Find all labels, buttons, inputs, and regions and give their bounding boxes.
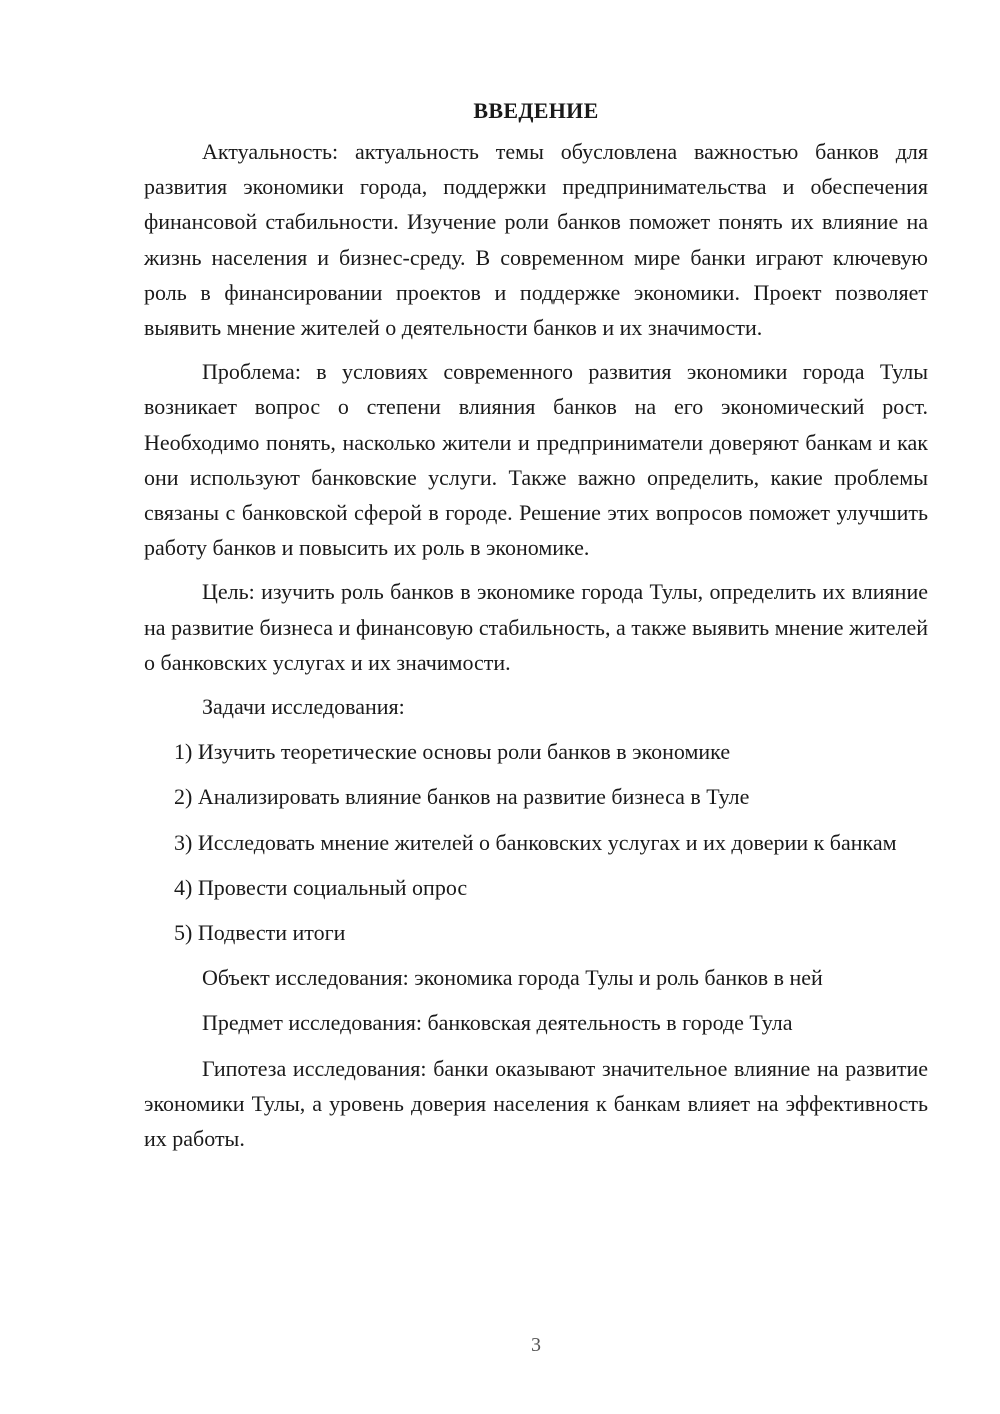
research-subject: Предмет исследования: банковская деятельность в городе Тула xyxy=(202,1010,793,1036)
problem-paragraph: Проблема: в условиях современного развития экономики города Тулы возникает вопрос о степени влияния банков на его экономический рост. Необходимо понять, насколько жители и предприниматели доверяют банкам и как они используют банковские услуги. Также важно определить, какие проблемы связаны с банковской сферой в городе. Решение этих вопросов поможет улучшить работу банков и повысить их роль в экономике. xyxy=(144,359,928,561)
task-item: 1) Изучить теоретические основы роли банков в экономике xyxy=(174,739,731,765)
section-title: ВВЕДЕНИЕ xyxy=(473,98,599,123)
research-hypothesis: Гипотеза исследования: банки оказывают значительное влияние на развитие экономики Тулы, а уровень доверия населения к банкам влияет на эффективность их работы. xyxy=(144,1055,928,1152)
task-item: 5) Подвести итоги xyxy=(174,920,346,946)
task-item: 4) Провести социальный опрос xyxy=(174,874,468,900)
goal-paragraph: Цель: изучить роль банков в экономике города Тулы, определить их влияние на развитие бизнеса и финансовую стабильность, а также выявить мнение жителей о банковских услугах и их значимости. xyxy=(144,579,928,675)
relevance-paragraph: Актуальность: актуальность темы обусловлена важностью банков для развития экономики города, поддержки предпринимательства и обеспечения финансовой стабильности. Изучение роли банков поможет понять их влияние на жизнь населения и бизнес-среду. В современном мире банки играют ключевую роль в финансировании проектов и поддержке экономики. Проект позволяет выявить мнение жителей о деятельности банков и их значимости. xyxy=(144,139,928,341)
page-number: 3 xyxy=(531,1334,541,1356)
task-item: 3) Исследовать мнение жителей о банковских услугах и их доверии к банкам xyxy=(174,829,897,855)
research-object: Объект исследования: экономика города Тулы и роль банков в ней xyxy=(202,965,823,991)
tasks-list xyxy=(144,734,928,950)
tasks-heading: Задачи исследования: xyxy=(202,694,405,720)
task-item: 2) Анализировать влияние банков на развитие бизнеса в Туле xyxy=(174,784,750,810)
page-content xyxy=(144,94,928,1165)
